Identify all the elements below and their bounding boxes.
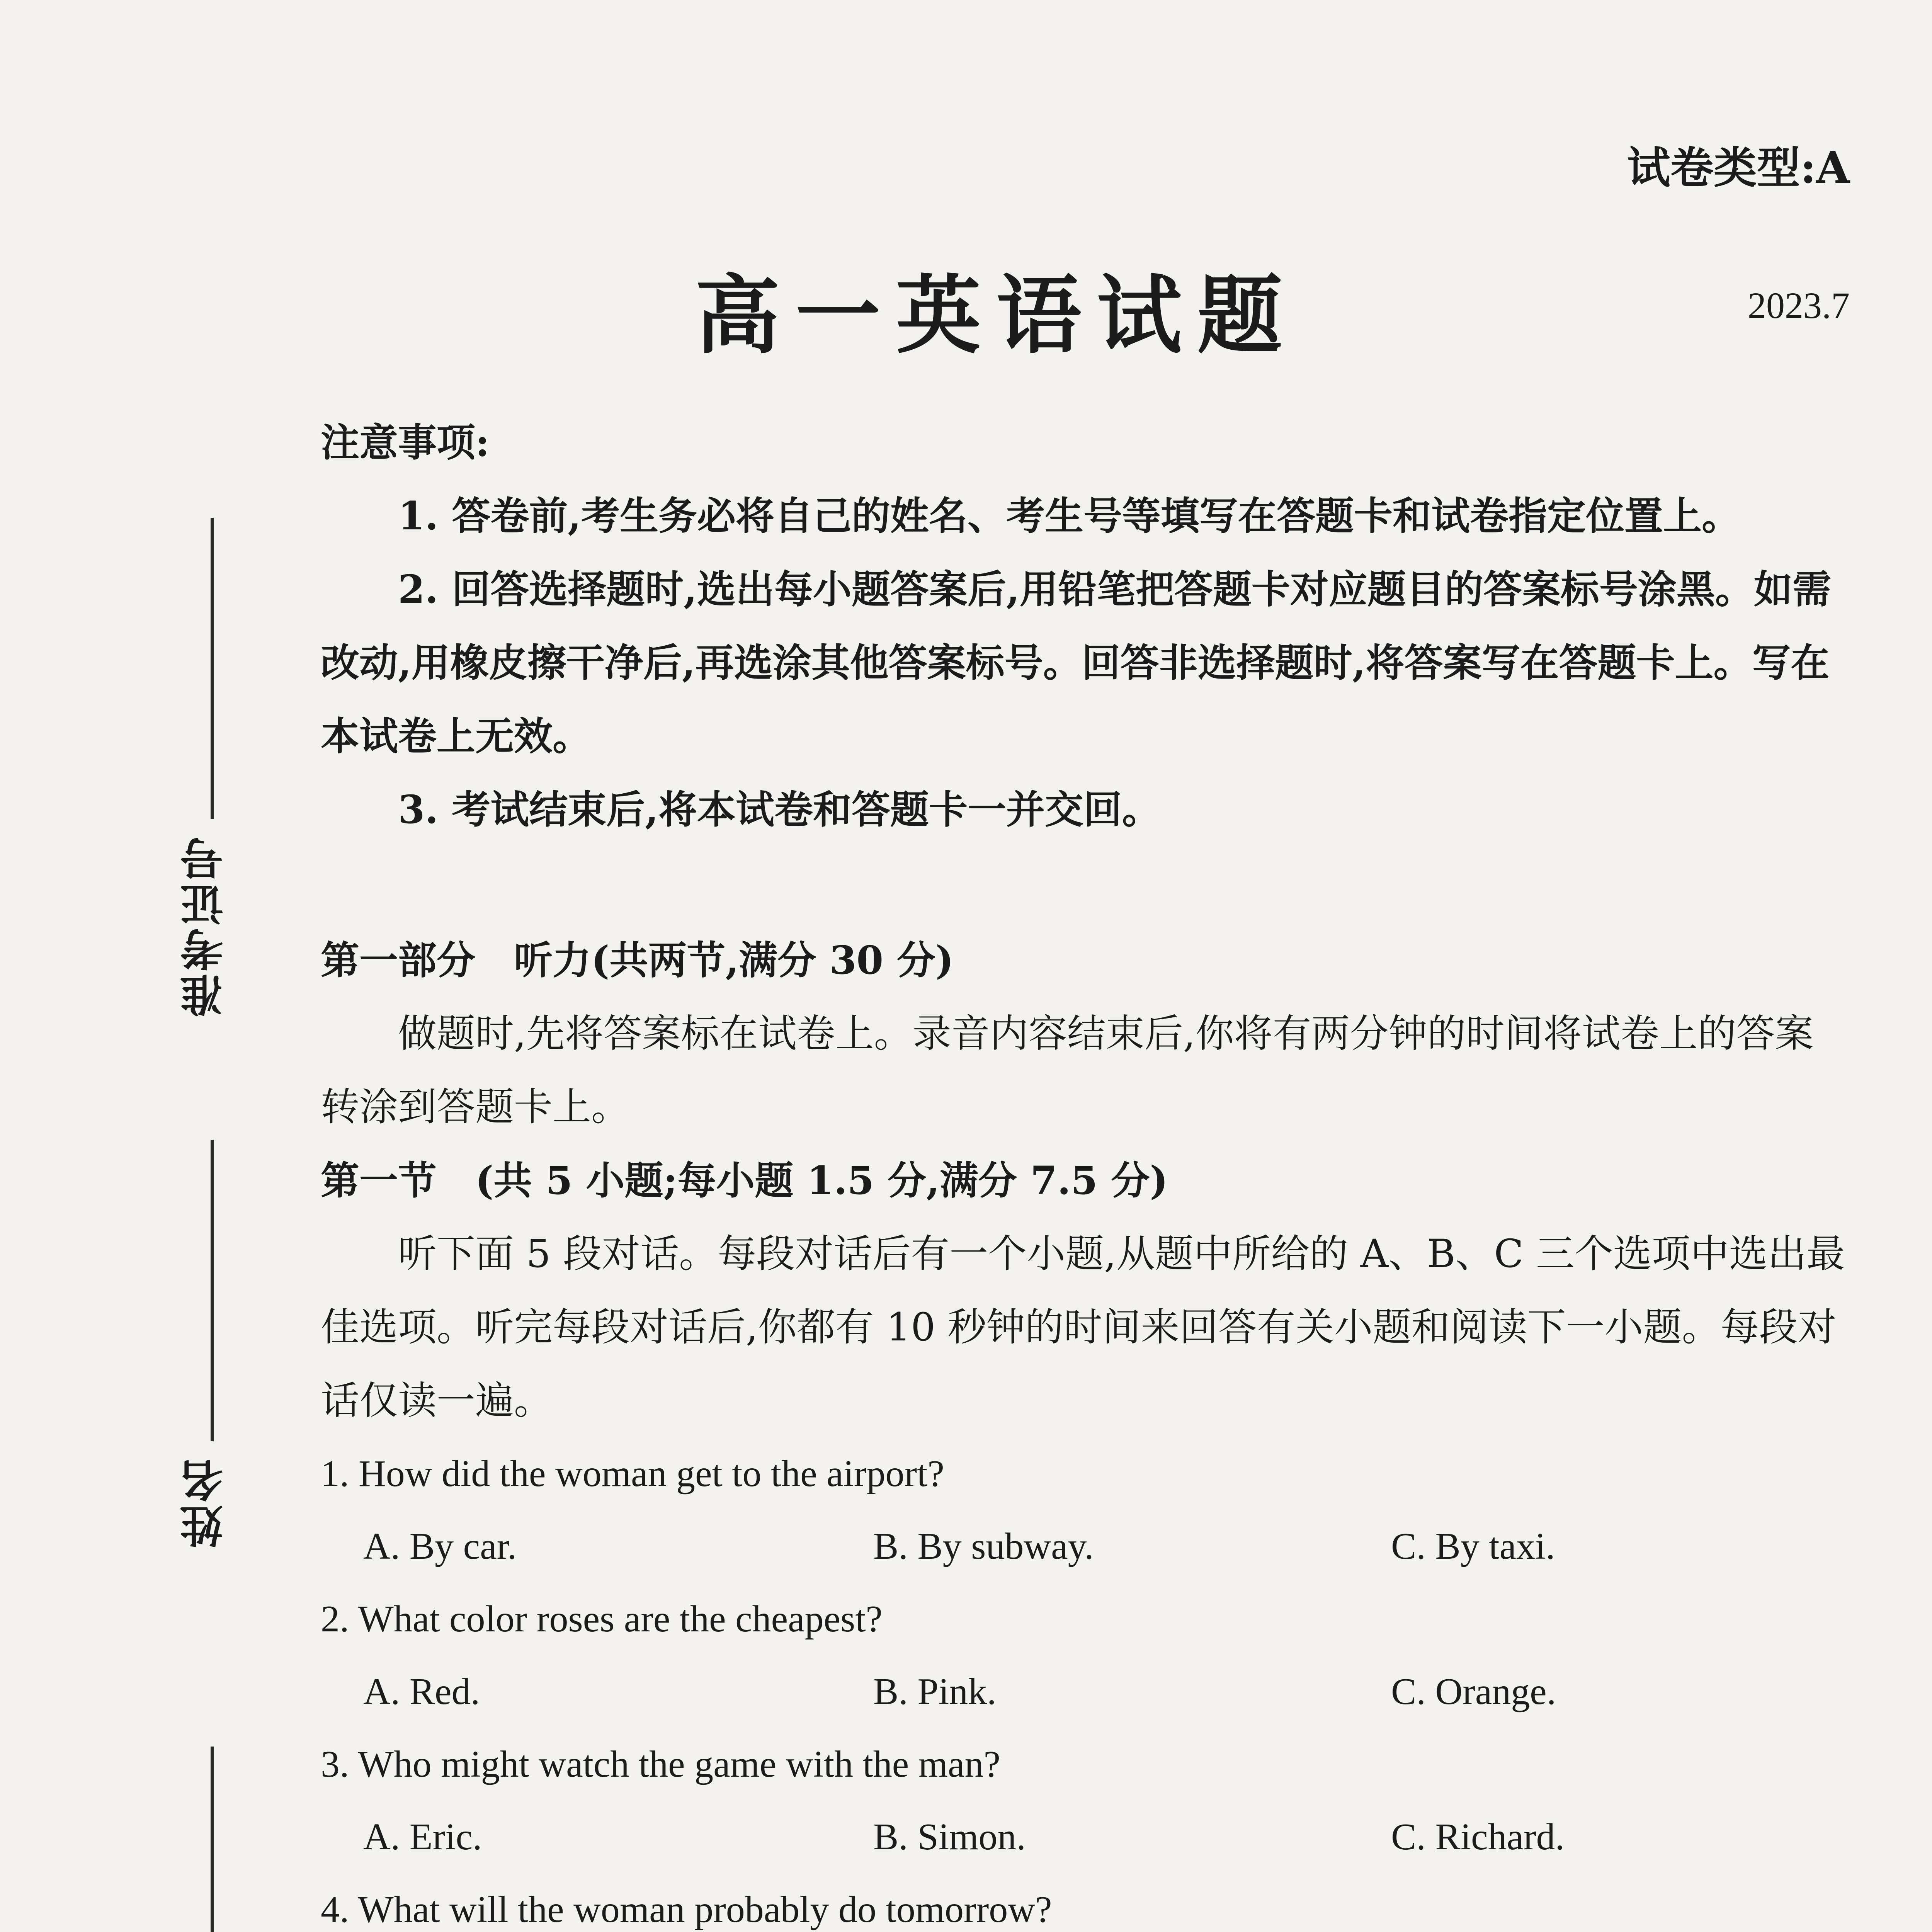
question-3 xyxy=(321,1728,1851,1873)
option-a: A. Eric. xyxy=(363,1816,482,1858)
name-label: 姓名 xyxy=(180,1457,230,1548)
question-text: 1. How did the woman get to the airport? xyxy=(321,1453,944,1495)
option-c: C. Orange. xyxy=(1391,1671,1556,1713)
question-text: 2. What color roses are the cheapest? xyxy=(321,1598,883,1640)
option-a: A. By car. xyxy=(363,1526,517,1567)
section1-heading: 第一节 (共 5 小题;每小题 1.5 分,满分 7.5 分) xyxy=(321,1158,1168,1203)
notice-heading: 注意事项: xyxy=(321,420,490,465)
option-c: C. Richard. xyxy=(1391,1816,1565,1858)
option-c: C. By taxi. xyxy=(1391,1526,1555,1567)
exam-id-label: 准考证号 xyxy=(180,835,230,1017)
part1-intro: 做题时,先将答案标在试卷上。录音内容结束后,你将有两分钟的时间将试卷上的答案转涂到答题卡上。 xyxy=(321,1011,1814,1129)
notice-item-2: 2. 回答选择题时,选出每小题答案后,用铅笔把答题卡对应题目的答案标号涂黑。如需改动,用橡皮擦干净后,再选涂其他答案标号。回答非选择题时,将答案写在答题卡上。写在本试卷上无效。 xyxy=(321,566,1831,759)
notice-item-3: 3. 考试结束后,将本试卷和答题卡一并交回。 xyxy=(398,787,1161,832)
part1-heading: 第一部分 听力(共两节,满分 30 分) xyxy=(321,937,954,983)
exam-content xyxy=(321,406,1851,1932)
paper-type: 试卷类型:A xyxy=(1627,143,1850,193)
question-4 xyxy=(321,1873,1851,1932)
section1-intro: 听下面 5 段对话。每段对话后有一个小题,从题中所给的 A、B、C 三个选项中选出最佳选项。听完每段对话后,你都有 10 秒钟的时间来回答有关小题和阅读下一小题。每段对话仅读一遍。 xyxy=(321,1231,1845,1423)
question-1 xyxy=(321,1437,1851,1583)
page-title: 高一英语试题 xyxy=(695,265,1298,365)
question-2 xyxy=(321,1583,1851,1728)
exam-date: 2023.7 xyxy=(1748,285,1850,326)
exam-id-line xyxy=(211,518,214,819)
question-text: 4. What will the woman probably do tomorrow? xyxy=(321,1889,1052,1930)
option-a: A. Red. xyxy=(363,1671,480,1713)
notice-item-1: 1. 答卷前,考生务必将自己的姓名、考生号等填写在答题卡和试卷指定位置上。 xyxy=(398,493,1741,539)
option-b: B. Pink. xyxy=(873,1671,997,1713)
school-line xyxy=(211,1747,214,1932)
option-b: B. Simon. xyxy=(873,1816,1026,1858)
option-b: B. By subway. xyxy=(873,1526,1094,1567)
question-text: 3. Who might watch the game with the man? xyxy=(321,1743,1001,1785)
name-line xyxy=(211,1140,214,1441)
